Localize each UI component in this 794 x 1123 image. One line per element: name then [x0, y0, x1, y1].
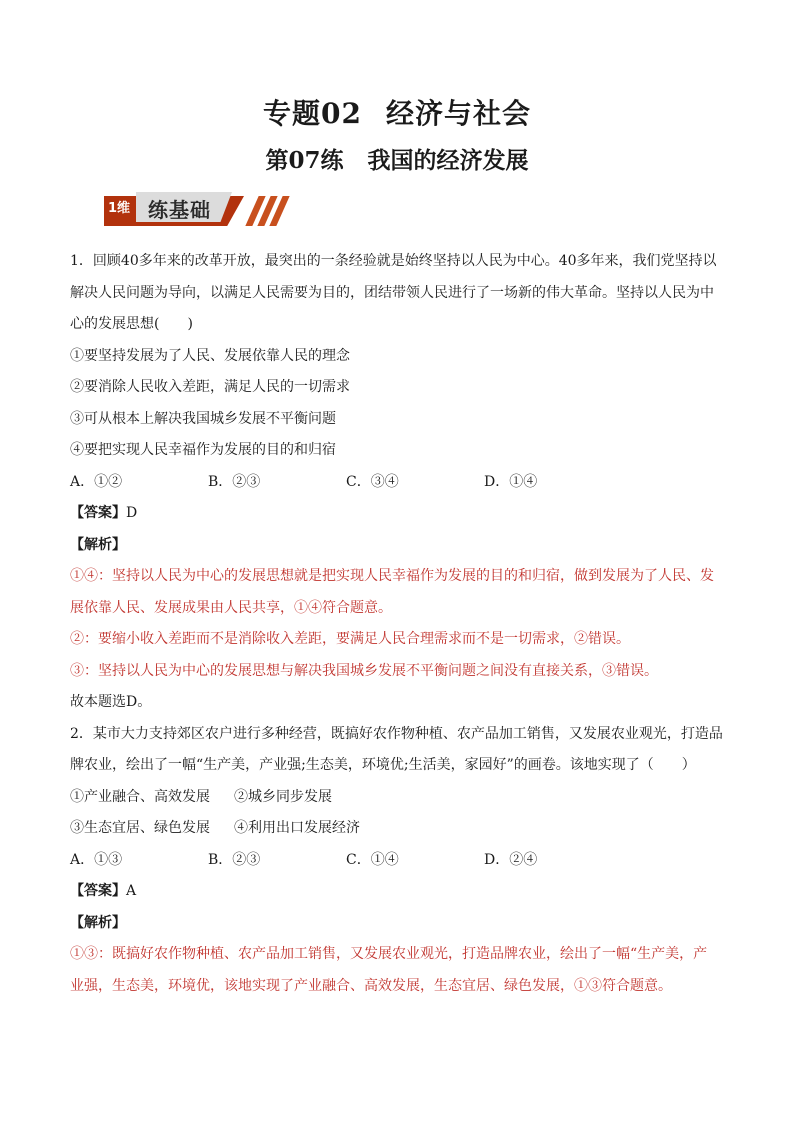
- subtitle-lesson-name: 我国的经济发展: [367, 147, 529, 174]
- analysis-label: 【解析】: [70, 536, 126, 553]
- banner-section-title: 练基础: [148, 198, 211, 222]
- statement-row: [70, 813, 730, 845]
- analysis-line: ③：坚持以人民为中心的发展思想与解决我国城乡发展不平衡问题之间没有直接关系，③错误。: [70, 662, 658, 679]
- option-d: D．②④: [484, 851, 538, 868]
- option-a: A．①②: [70, 473, 123, 490]
- questions-content: [70, 246, 730, 1002]
- question-stem-line: 2．某市大力支持郊区农户进行多种经营，既搞好农作物种植、农产品加工销售，又发展农业观光，打造品: [70, 725, 723, 742]
- statement-item: ②城乡同步发展: [234, 788, 332, 805]
- option-b: B．②③: [208, 851, 261, 868]
- subtitle-lesson-number: 第07练: [265, 147, 344, 174]
- statement-row: [70, 782, 730, 814]
- page-title: [0, 92, 794, 132]
- answer-line: [70, 498, 730, 530]
- answer-value: D: [126, 505, 138, 521]
- analysis-line: ②：要缩小收入差距而不是消除收入差距，要满足人民合理需求而不是一切需求，②错误。: [70, 631, 630, 647]
- option-b: B．②③: [208, 473, 261, 490]
- conclusion-line: 故本题选D。: [70, 694, 152, 710]
- statement-item: ①要坚持发展为了人民、发展依靠人民的理念: [70, 347, 350, 364]
- answer-label: 【答案】: [70, 883, 126, 899]
- option-d: D．①④: [484, 473, 538, 490]
- statement-item: ④要把实现人民幸福作为发展的目的和归宿: [70, 442, 336, 458]
- analysis-line: ①③：既搞好农作物种植、农产品加工销售，又发展农业观光，打造品牌农业，绘出了一幅“生产美，产: [70, 946, 708, 962]
- answer-line: [70, 876, 730, 908]
- statement-item: ②要消除人民收入差距，满足人民的一切需求: [70, 379, 350, 395]
- question-stem-line: 1．回顾40多年来的改革开放，最突出的一条经验就是始终坚持以人民为中心。40多年来，我们党坚持以: [70, 253, 717, 269]
- question-stem-line: 心的发展思想( ): [70, 316, 193, 332]
- question-stem-line: 解决人民问题为导向，以满足人民需要为目的，团结带领人民进行了一场新的伟大革命。坚持以人民为中: [70, 284, 714, 301]
- banner-level-tag: 1维: [108, 201, 131, 216]
- analysis-label: 【解析】: [70, 914, 126, 931]
- option-c: C．③④: [346, 473, 399, 490]
- statement-item: ③生态宜居、绿色发展: [70, 820, 210, 836]
- page-subtitle: [0, 142, 794, 175]
- statement-item: ③可从根本上解决我国城乡发展不平衡问题: [70, 410, 336, 427]
- answer-value: A: [126, 883, 137, 899]
- answer-label: 【答案】: [70, 505, 126, 521]
- analysis-line: ①④：坚持以人民为中心的发展思想就是把实现人民幸福作为发展的目的和归宿，做到发展为了人民、发: [70, 568, 714, 584]
- statement-item: ①产业融合、高效发展: [70, 788, 210, 805]
- answer-options: [70, 845, 730, 877]
- answer-options: [70, 467, 730, 499]
- statement-item: ④利用出口发展经济: [234, 820, 360, 836]
- option-c: C．①④: [346, 851, 399, 868]
- analysis-line: 展依靠人民、发展成果由人民共享，①④符合题意。: [70, 599, 392, 616]
- question-stem-line: 牌农业，绘出了一幅“生产美，产业强;生态美，环境优;生活美，家园好”的画卷。该地实现了（ ）: [70, 757, 696, 773]
- title-topic-name: 经济与社会: [385, 97, 531, 130]
- analysis-line: 业强，生态美，环境优，该地实现了产业融合、高效发展，生态宜居、绿色发展，①③符合题意。: [70, 977, 672, 994]
- title-topic-number: 专题02: [263, 97, 362, 130]
- question-1: [70, 246, 730, 719]
- option-a: A．①③: [70, 851, 123, 868]
- section-banner: [104, 192, 294, 230]
- question-2: [70, 719, 730, 1003]
